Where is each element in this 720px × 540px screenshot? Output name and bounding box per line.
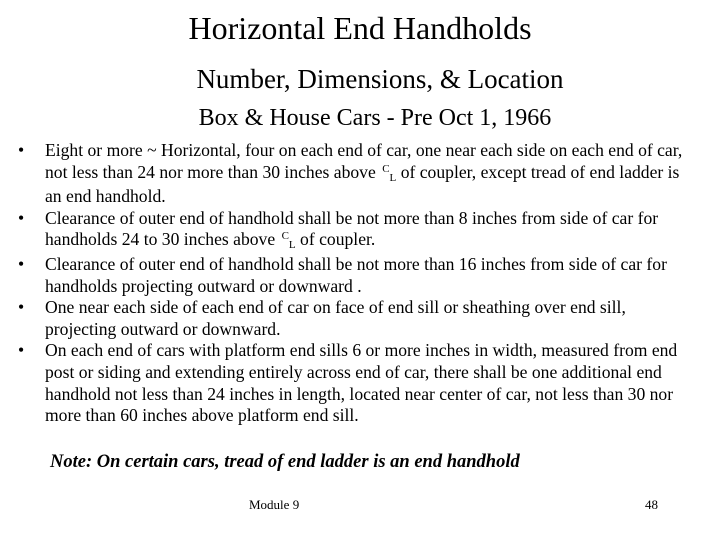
bullet-dot: • xyxy=(18,340,25,361)
bullet-text: Eight or more ~ Horizontal, four on each end of car, one near each side on each end of car, not less than 24 nor more than 30 inches above xyxy=(45,140,683,182)
bullet-dot: • xyxy=(18,297,25,318)
slide-subtitle: Number, Dimensions, & Location xyxy=(196,64,564,94)
bullet-text: of coupler, except tread of end ladder is an end handhold. xyxy=(45,161,680,207)
bullet-text: Clearance of outer end of handhold shall be not more than 16 inches from side of car for handholds projecting outward or downward . xyxy=(45,253,667,296)
bullet-item xyxy=(18,254,698,297)
centerline-symbol: $^C$L xyxy=(382,162,397,184)
bullet-text: One near each side of each end of car on face of end sill or sheathing over end sill, projecting outward or downward. xyxy=(45,297,626,339)
bullet-text: On each end of cars with platform end sills 6 or more inches in width, measured from end post or siding and extending entirely across end of car, there shall be one additional end handhold not less than 24 inches in length, located near center of car, not less than 30 nor more than 60 inches above platform end sill. xyxy=(45,340,678,426)
bullet-item xyxy=(18,208,698,254)
bullet-text: Clearance of outer end of handhold shall be not more than 8 inches from side of car for handholds 24 to 30 inches above xyxy=(45,207,659,250)
bullet-item xyxy=(18,340,698,426)
bullet-list xyxy=(18,140,698,427)
page-number: 48 xyxy=(645,497,658,512)
bullet-dot: • xyxy=(18,140,25,160)
bullet-text: of coupler. xyxy=(300,229,376,250)
note-text: Note: On certain cars, tread of end ladder is an end handhold xyxy=(50,452,520,472)
bullet-item xyxy=(18,297,698,340)
footer-module: Module 9 xyxy=(249,497,300,512)
slide-subsubtitle: Box & House Cars - Pre Oct 1, 1966 xyxy=(198,105,552,131)
bullet-dot: • xyxy=(18,207,25,228)
bullet-item xyxy=(18,140,698,208)
slide-title: Horizontal End Handholds xyxy=(188,10,532,46)
bullet-dot: • xyxy=(18,253,25,274)
centerline-symbol: $^C$L xyxy=(281,230,296,252)
